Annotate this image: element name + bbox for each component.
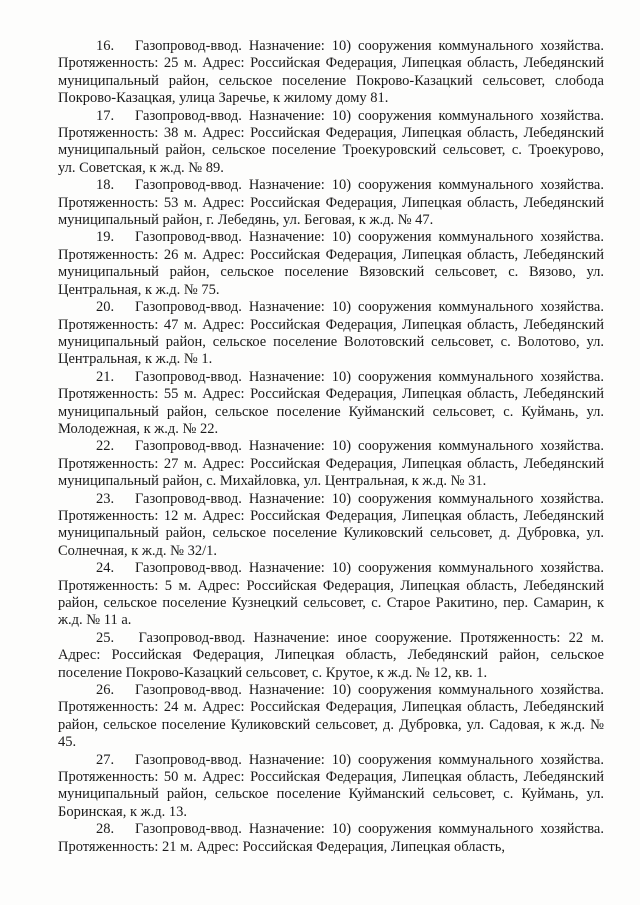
entry-number: 24. (96, 560, 115, 577)
list-item (58, 438, 604, 490)
list-item (58, 491, 604, 561)
list-item (58, 560, 604, 630)
entry-text: Газопровод-ввод. Назначение: 10) сооружения коммунального хозяйства. Протяженность: 47 м. Адрес: Российская Федерация, Липецкая область, Лебедянский муниципальный район, сельское поселение Волотовский сельсовет, с. Волотово, ул. Центральная, к ж.д. № 1. (58, 299, 604, 368)
list-item (58, 299, 604, 369)
entry-text: Газопровод-ввод. Назначение: 10) сооружения коммунального хозяйства. Протяженность: 12 м. Адрес: Российская Федерация, Липецкая область, Лебедянский муниципальный район, сельское поселение Куликовский сельсовет, д. Дубровка, ул. Солнечная, к ж.д. № 32/1. (58, 490, 604, 559)
list-item (58, 752, 604, 822)
entry-text: Газопровод-ввод. Назначение: иное сооружение. Протяженность: 22 м. Адрес: Российская Федерация, Липецкая область, Лебедянский район, сельское поселение Покрово-Казацкий сельсовет, с. Крутое, к ж.д. № 12, кв. 1. (58, 629, 604, 681)
list-item (58, 682, 604, 752)
entry-text: Газопровод-ввод. Назначение: 10) сооружения коммунального хозяйства. Протяженность: 55 м. Адрес: Российская Федерация, Липецкая область, Лебедянский муниципальный район, сельское поселение Куйманский сельсовет, с. Куймань, ул. Молодежная, к ж.д. № 22. (58, 368, 604, 437)
entry-number: 17. (96, 107, 115, 124)
entry-text: Газопровод-ввод. Назначение: 10) сооружения коммунального хозяйства. Протяженность: 27 м. Адрес: Российская Федерация, Липецкая область, Лебедянский муниципальный район, с. Михайловка, ул. Центральная, к ж.д. № 31. (58, 438, 604, 490)
entry-number: 26. (96, 682, 115, 699)
entry-text: Газопровод-ввод. Назначение: 10) сооружения коммунального хозяйства. Протяженность: 25 м. Адрес: Российская Федерация, Липецкая область, Лебедянский муниципальный район, сельское поселение Покрово-Казацкий сельсовет, слобода Покрово-Казацкая, улица Заречье, к жилому дому 81. (58, 38, 604, 107)
entry-number: 18. (96, 177, 115, 194)
entry-number: 25. (96, 629, 115, 646)
entry-number: 19. (96, 229, 115, 246)
list-item (58, 38, 604, 108)
list-item (58, 821, 604, 856)
list-item (58, 177, 604, 229)
entry-number: 21. (96, 368, 115, 385)
list-item (58, 108, 604, 178)
entry-number: 28. (96, 821, 115, 838)
entry-list (58, 38, 604, 856)
entry-text: Газопровод-ввод. Назначение: 10) сооружения коммунального хозяйства. Протяженность: 5 м. Адрес: Российская Федерация, Липецкая область, Лебедянский район, сельское поселение Кузнецкий сельсовет, с. Старое Ракитино, пер. Самарин, к ж.д. № 11 а. (58, 560, 604, 629)
list-item (58, 229, 604, 299)
entry-text: Газопровод-ввод. Назначение: 10) сооружения коммунального хозяйства. Протяженность: 21 м. Адрес: Российская Федерация, Липецкая область, (58, 821, 604, 855)
entry-text: Газопровод-ввод. Назначение: 10) сооружения коммунального хозяйства. Протяженность: 26 м. Адрес: Российская Федерация, Липецкая область, Лебедянский муниципальный район, сельское поселение Вязовский сельсовет, с. Вязово, ул. Центральная, к ж.д. № 75. (58, 229, 604, 298)
entry-text: Газопровод-ввод. Назначение: 10) сооружения коммунального хозяйства. Протяженность: 50 м. Адрес: Российская Федерация, Липецкая область, Лебедянский муниципальный район, сельское поселение Куйманский сельсовет, с. Куймань, ул. Боринская, к ж.д. 13. (58, 751, 604, 820)
entry-text: Газопровод-ввод. Назначение: 10) сооружения коммунального хозяйства. Протяженность: 38 м. Адрес: Российская Федерация, Липецкая область, Лебедянский муниципальный район, сельское поселение Троекуровский сельсовет, с. Троекурово, ул. Советская, к ж.д. № 89. (58, 107, 604, 176)
entry-number: 27. (96, 751, 115, 768)
entry-text: Газопровод-ввод. Назначение: 10) сооружения коммунального хозяйства. Протяженность: 24 м. Адрес: Российская Федерация, Липецкая область, Лебедянский район, сельское поселение Куликовский сельсовет, д. Дубровка, ул. Садовая, к ж.д. № 45. (58, 682, 604, 751)
entry-number: 22. (96, 438, 115, 455)
list-item (58, 369, 604, 439)
entry-number: 16. (96, 38, 115, 54)
list-item (58, 630, 604, 682)
entry-number: 23. (96, 490, 115, 507)
entry-text: Газопровод-ввод. Назначение: 10) сооружения коммунального хозяйства. Протяженность: 53 м. Адрес: Российская Федерация, Липецкая область, Лебедянский муниципальный район, г. Лебедянь, ул. Беговая, к ж.д. № 47. (58, 177, 604, 229)
entry-number: 20. (96, 299, 115, 316)
